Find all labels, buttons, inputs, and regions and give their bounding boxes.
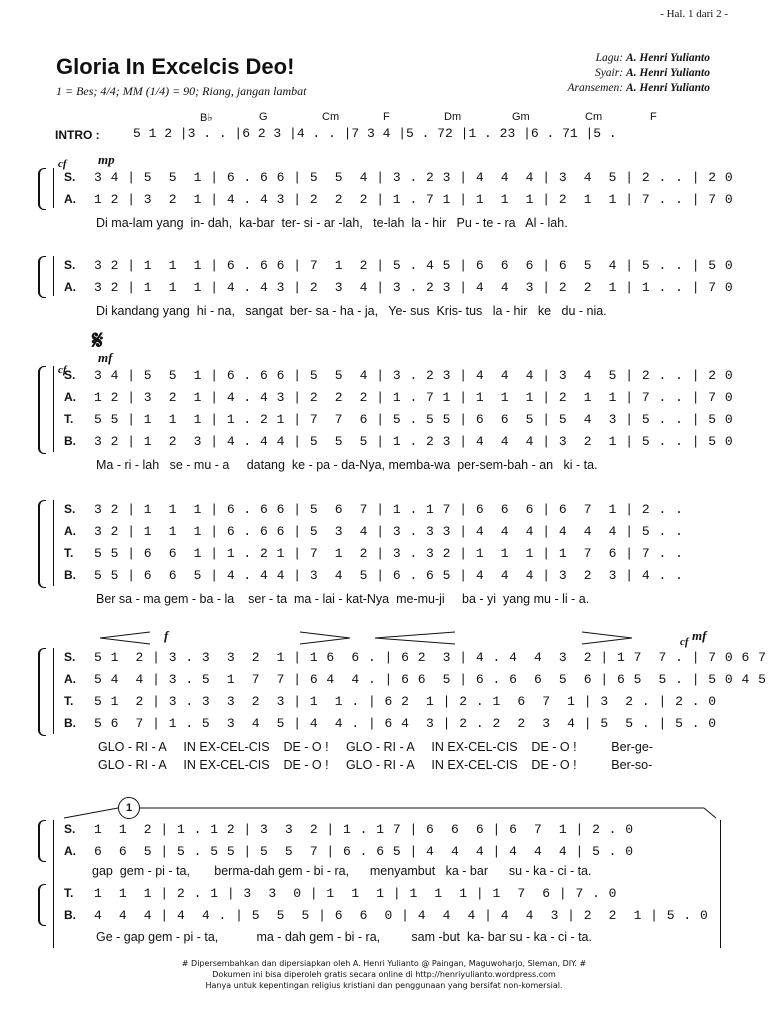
voice-notes: 4 4 4 | 4 4 . | 5 5 5 | 6 6 0 | 4 4 4 | 4 4 3 | 2 2 1 | 5 . 0 [94,908,709,923]
decrescendo-icon [582,632,632,644]
voice-notes: 3 2 | 1 1 1 | 6 . 6 6 | 7 1 2 | 5 . 4 5 | 6 6 6 | 6 5 4 | 5 . . | 5 0 [94,258,734,273]
voice-notes: 3 2 | 1 1 1 | 6 . 6 6 | 5 6 7 | 1 . 1 7 | 6 6 6 | 6 7 1 | 2 . . [94,502,684,517]
voice-label: A. [64,280,76,294]
system-brace [38,884,46,926]
voice-label: T. [64,886,74,900]
hairpins [100,628,700,648]
chord: Cm [585,111,603,123]
credit-syair [595,67,710,79]
voice-notes: 5 4 4 | 3 . 5 1 7 7 | 6 4 4 . | 6 6 5 | 6 . 6 6 5 6 | 6 5 5 . | 5 0 4 5 [94,672,767,687]
voice-notes: 1 1 1 | 2 . 1 | 3 3 0 | 1 1 1 | 1 1 1 | 1 7 6 | 7 . 0 [94,886,617,901]
lyric-line: GLO - RI - A IN EX-CEL-CIS DE - O ! GLO - RI - A IN EX-CEL-CIS DE - O ! Ber-ge- [98,740,653,754]
voice-label: T. [64,694,74,708]
voice-label: A. [64,390,76,404]
dynamic-mp: mp [98,152,115,167]
voice-notes: 1 2 | 3 2 1 | 4 . 4 3 | 2 2 2 | 1 . 7 1 | 1 1 1 | 2 1 1 | 7 . . | 7 0 [94,192,734,207]
dynamic-mf: mf [98,350,113,365]
system-brace [38,366,46,454]
voice-notes: 5 5 | 6 6 5 | 4 . 4 4 | 3 4 5 | 6 . 6 5 | 4 4 4 | 3 2 3 | 4 . . [94,568,684,583]
system-brace [38,256,46,298]
voice-notes: 1 2 | 3 2 1 | 4 . 4 3 | 2 2 2 | 1 . 7 1 | 1 1 1 | 2 1 1 | 7 . . | 7 0 [94,390,734,405]
chord: Gm [512,111,530,123]
voice-label: T. [64,546,74,560]
system-brace [38,820,46,862]
dynamic-cf: cf [680,636,689,648]
voice-notes: 3 4 | 5 5 1 | 6 . 6 6 | 5 5 4 | 3 . 2 3 | 4 4 4 | 3 4 5 | 2 . . | 2 0 [94,170,734,185]
voice-notes: 5 5 | 1 1 1 | 1 . 2 1 | 7 7 6 | 5 . 5 5 | 6 6 5 | 5 4 3 | 5 . . | 5 0 [94,412,734,427]
voice-label: S. [64,258,76,272]
chord: Cm [322,111,340,123]
dynamic-cf: cf [58,158,67,170]
voice-label: A. [64,672,76,686]
crescendo-icon [375,632,455,644]
voice-label: B. [64,716,76,730]
voice-label: T. [64,412,74,426]
voice-notes: 6 6 5 | 5 . 5 5 | 5 5 7 | 6 . 6 5 | 4 4 4 | 4 4 4 | 5 . 0 [94,844,634,859]
voice-label: S. [64,368,76,382]
barline-start [53,820,54,948]
intro-label: INTRO : [55,128,100,142]
crescendo-icon [100,632,150,644]
voice-notes: 3 4 | 5 5 1 | 6 . 6 6 | 5 5 4 | 3 . 2 3 | 4 4 4 | 3 4 5 | 2 . . | 2 0 [94,368,734,383]
volta-bracket [54,806,722,820]
lyric-line: Di ma-lam yang in- dah, ka-bar ter- si - ar -lah, te-lah la - hir Pu - te - ra Al - lah. [96,216,568,230]
footer-line: # Dipersembahkan dan dipersiapkan oleh A. Henri Yulianto @ Paingan, Maguwoharjo, Sleman, DIY. # [181,959,587,968]
chord: Dm [444,111,462,123]
credit-aransemen-value: A. Henri Yulianto [625,82,710,94]
dynamic-cf: cf [58,364,67,376]
lyric-line: gap gem - pi - ta, berma-dah gem - bi - ra, menyambut ka - bar su - ka - ci - ta. [92,864,592,878]
lyric-line: Di kandang yang hi - na, sangat ber- sa - ha - ja, Ye- sus Kris- tus la - hir ke du - nia. [96,304,607,318]
chord: F [383,111,390,123]
footer-line: Dokumen ini bisa diperoleh gratis secara online di http://henriyulianto.wordpress.com [212,970,556,979]
lyric-line: GLO - RI - A IN EX-CEL-CIS DE - O ! GLO - RI - A IN EX-CEL-CIS DE - O ! Ber-so- [98,758,653,772]
chord: B♭ [200,112,213,124]
voice-label: B. [64,434,76,448]
dynamic-mf: mf [692,628,707,643]
voice-label: B. [64,568,76,582]
lyric-line: Ge - gap gem - pi - ta, ma - dah gem - bi - ra, sam -but ka- bar su - ka - ci - ta. [96,930,592,944]
credit-syair-label: Syair: [594,67,624,79]
barline-start [53,648,54,734]
voice-label: A. [64,524,76,538]
voice-notes: 5 6 7 | 1 . 5 3 4 5 | 4 4 . | 6 4 3 | 2 . 2 2 3 4 | 5 5 . | 5 . 0 [94,716,717,731]
voice-notes: 3 2 | 1 1 1 | 6 . 6 6 | 5 3 4 | 3 . 3 3 | 4 4 4 | 4 4 4 | 5 . . [94,524,684,539]
system-brace [38,500,46,588]
page-number: - Hal. 1 dari 2 - [660,8,728,20]
song-title: Gloria In Excelcis Deo! [56,54,295,79]
voice-notes: 5 5 | 6 6 1 | 1 . 2 1 | 7 1 2 | 3 . 3 2 | 1 1 1 | 1 7 6 | 7 . . [94,546,684,561]
footer-line: Hanya untuk kepentingan religius kristiani dan penggunaan yang bersifat non-komersial. [205,981,563,990]
lyric-line: Ma - ri - lah se - mu - a datang ke - pa - da-Nya, memba-wa per-sem-bah - an ki - ta. [96,458,598,472]
voice-notes: 5 1 2 | 3 . 3 3 2 1 | 1 6 6 . | 6 2 3 | 4 . 4 4 3 2 | 1 7 7 . | 7 0 6 7 [94,650,767,665]
segno-icon: 𝄋 [92,326,104,355]
voice-label: S. [64,650,76,664]
credit-syair-value: A. Henri Yulianto [625,67,710,79]
system-brace [38,168,46,210]
barline-start [53,256,54,296]
barline-end [720,820,721,948]
voice-notes: 3 2 | 1 1 1 | 4 . 4 3 | 2 3 4 | 3 . 2 3 | 4 4 3 | 2 2 1 | 1 . . | 7 0 [94,280,734,295]
voice-label: S. [64,170,76,184]
credit-lagu [596,52,710,64]
decrescendo-icon [300,632,350,644]
lyric-line: Ber sa - ma gem - ba - la ser - ta ma - lai - kat-Nya me-mu-ji ba - yi yang mu - li - a. [96,592,590,606]
credit-aransemen-label: Aransemen: [567,82,624,94]
credit-lagu-label: Lagu: [595,52,624,64]
voice-label: B. [64,908,76,922]
voice-label: S. [64,822,76,836]
barline-start [53,366,54,452]
voice-notes: 1 1 2 | 1 . 1 2 | 3 3 2 | 1 . 1 7 | 6 6 6 | 6 7 1 | 2 . 0 [94,822,634,837]
chord: F [650,111,657,123]
intro-notes: 5 1 2 |3 . . |6 2 3 |4 . . |7 3 4 |5 . 72 |1 . 23 |6 . 71 |5 . [133,126,617,141]
rehearsal-mark: 1 [118,797,140,819]
system-brace [38,648,46,736]
voice-notes: 5 1 2 | 3 . 3 3 2 3 | 1 1 . | 6 2 1 | 2 . 1 6 7 1 | 3 2 . | 2 . 0 [94,694,717,709]
credit-lagu-value: A. Henri Yulianto [625,52,710,64]
credit-aransemen [567,82,710,94]
barline-start [53,500,54,586]
voice-label: A. [64,844,76,858]
voice-notes: 3 2 | 1 2 3 | 4 . 4 4 | 5 5 5 | 1 . 2 3 | 4 4 4 | 3 2 1 | 5 . . | 5 0 [94,434,734,449]
song-subtitle: 1 = Bes; 4/4; MM (1/4) = 90; Riang, jangan lambat [56,84,307,98]
barline-start [53,168,54,208]
voice-label: S. [64,502,76,516]
dynamic-f: f [164,628,169,643]
chord: G [259,111,268,123]
voice-label: A. [64,192,76,206]
